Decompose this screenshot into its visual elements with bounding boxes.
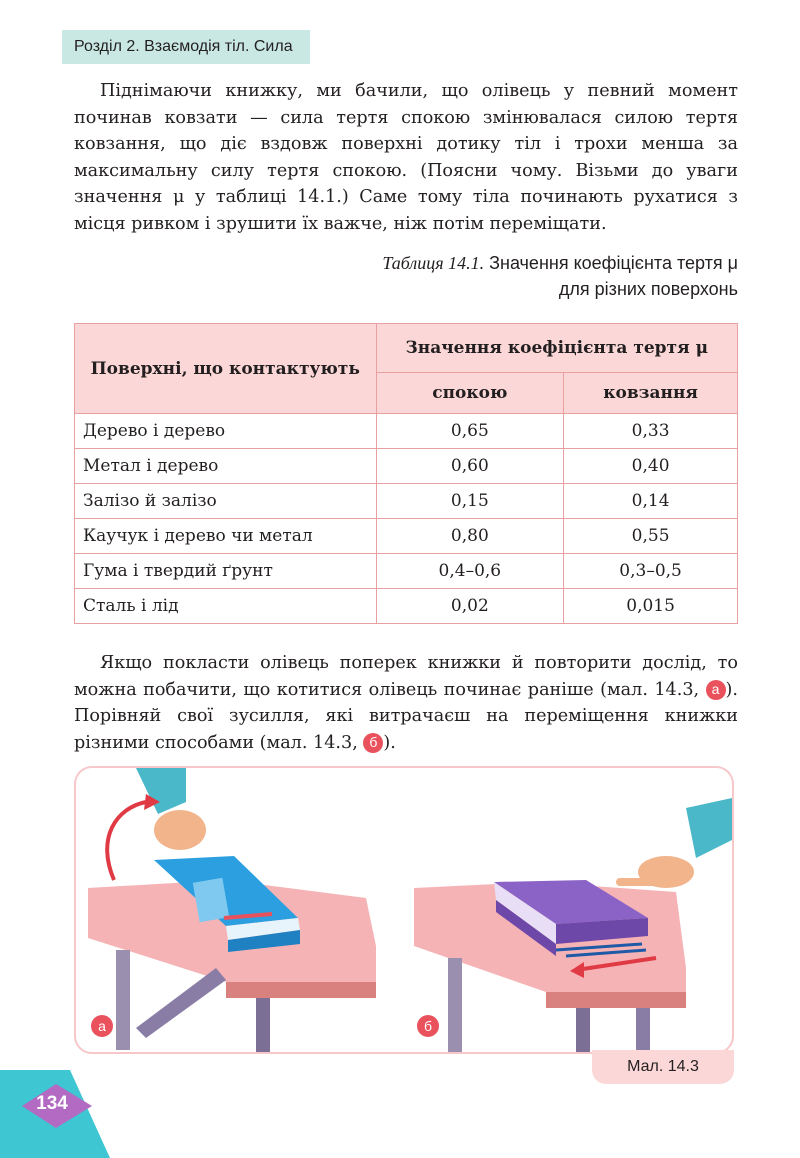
header-static: спокою xyxy=(376,373,564,414)
cell-static: 0,80 xyxy=(376,519,564,554)
cell-static: 0,65 xyxy=(376,414,564,449)
cell-sliding: 0,14 xyxy=(564,484,738,519)
paragraph-2-text-1: Якщо покласти олівець поперек книжки й повторити дослід, то можна побачити, що котитися олівець починає раніше (мал. 14.3, xyxy=(74,653,738,700)
table-row xyxy=(75,519,738,554)
friction-table xyxy=(74,323,738,624)
cell-static: 0,4–0,6 xyxy=(376,554,564,589)
cell-surface: Сталь і лід xyxy=(75,589,377,624)
table-row xyxy=(75,484,738,519)
marker-b: б xyxy=(363,733,383,753)
paragraph-2-text-2: ). Порівняй свої зусилля, які витрачаєш на переміщення книжки різними способами (мал. 14.3, xyxy=(74,679,739,753)
cell-surface: Дерево і дерево xyxy=(75,414,377,449)
figure-caption: Мал. 14.3 xyxy=(592,1050,734,1084)
cell-sliding: 0,55 xyxy=(564,519,738,554)
paragraph-2-text-3: ). xyxy=(383,732,396,753)
page-number: 134 xyxy=(36,1093,68,1114)
hand-b-icon xyxy=(616,798,732,888)
table-row xyxy=(75,554,738,589)
lift-arrow-icon xyxy=(107,802,146,880)
table-row xyxy=(75,589,738,624)
table-row xyxy=(75,414,738,449)
table-row xyxy=(75,449,738,484)
cell-surface: Гума і твердий ґрунт xyxy=(75,554,377,589)
figure-14-3 xyxy=(74,766,734,1054)
paragraph-1 xyxy=(74,78,738,237)
table-caption-line1: Значення коефіцієнта тертя μ xyxy=(489,253,738,273)
table-caption-line2: для різних поверхонь xyxy=(558,279,738,299)
cell-surface: Залізо й залізо xyxy=(75,484,377,519)
cell-sliding: 0,015 xyxy=(564,589,738,624)
chapter-heading: Розділ 2. Взаємодія тіл. Сила xyxy=(62,30,310,64)
cell-static: 0,15 xyxy=(376,484,564,519)
cell-sliding: 0,40 xyxy=(564,449,738,484)
paragraph-2 xyxy=(74,650,738,756)
header-coefficient: Значення коефіцієнта тертя μ xyxy=(376,324,738,373)
table-caption-label: Таблиця 14.1. xyxy=(382,253,485,273)
cell-sliding: 0,3–0,5 xyxy=(564,554,738,589)
cell-surface: Метал і дерево xyxy=(75,449,377,484)
paragraph-1-text: Піднімаючи книжку, ми бачили, що олівець у певний момент починав ковзати — сила тертя спокою змінювалася силою тертя ковзання, що діє вздовж поверхні дотику тіл і трохи менша за максимальну силу тертя спокою. (Поясни чому. Візьми до уваги значення μ у таблиці 14.1.) Саме тому тіла починають рухатися з місця ривком і зрушити їх важче, ніж потім переміщати. xyxy=(74,81,738,234)
cell-surface: Каучук і дерево чи метал xyxy=(75,519,377,554)
header-surfaces: Поверхні, що контактують xyxy=(75,324,377,414)
table-caption xyxy=(200,250,738,302)
cell-static: 0,60 xyxy=(376,449,564,484)
cell-static: 0,02 xyxy=(376,589,564,624)
cell-sliding: 0,33 xyxy=(564,414,738,449)
figure-label-b: б xyxy=(423,1018,433,1034)
header-sliding: ковзання xyxy=(564,373,738,414)
figure-illustration xyxy=(76,768,732,1052)
hand-a-icon xyxy=(136,768,206,850)
marker-a: а xyxy=(706,680,726,700)
figure-label-a: а xyxy=(98,1018,106,1034)
